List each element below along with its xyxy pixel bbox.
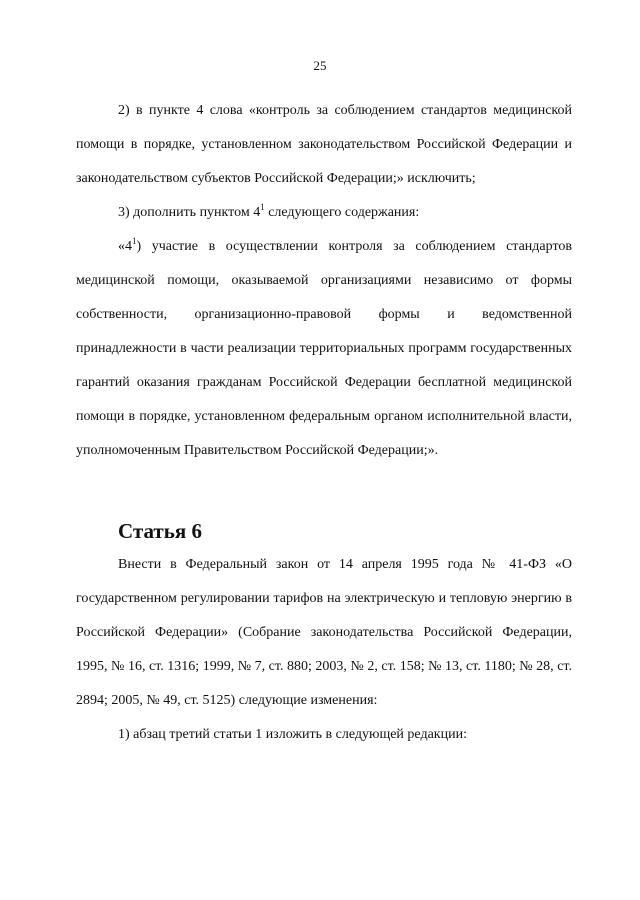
document-body: [76, 94, 572, 752]
item-3-text-suffix: следующего содержания:: [264, 205, 420, 220]
item-2-paragraph: 2) в пункте 4 слова «контроль за соблюдением стандартов медицинской помощи в порядке, установленном законодательством Российской Федерации и законодательством субъектов Российской Федерации;» исключить;: [76, 103, 572, 186]
item-3-superscript: 1: [260, 202, 265, 212]
article-6-heading: Статья 6: [118, 519, 202, 543]
quoted-point-superscript: 1: [132, 236, 137, 246]
quoted-point-prefix: «4: [118, 239, 132, 254]
page-number: 25: [313, 58, 327, 73]
quoted-point-text: ) участие в осуществлении контроля за соблюдением стандартов медицинской помощи, оказываемой организациями независимо от формы собственности, организационно-правовой формы и ведомственной принадлежности в части реализации территориальных программ государственных гарантий оказания гражданам Российской Федерации бесплатной медицинской помощи в порядке, установленном федеральным органом исполнительной власти, уполномоченным Правительством Российской Федерации;».: [76, 239, 572, 458]
article-6-intro-paragraph: Внести в Федеральный закон от 14 апреля 1995 года № 41-ФЗ «О государственном регулировании тарифов на электрическую и тепловую энергию в Российской Федерации» (Собрание законодательства Российской Федерации, 1995, № 16, ст. 1316; 1999, № 7, ст. 880; 2003, № 2, ст. 158; № 13, ст. 1180; № 28, ст. 2894; 2005, № 49, ст. 5125) следующие изменения:: [76, 557, 572, 708]
article-6-item-1-paragraph: 1) абзац третий статьи 1 изложить в следующей редакции:: [118, 727, 467, 742]
quoted-point-paragraph: [76, 230, 572, 468]
item-3-paragraph: [76, 196, 572, 230]
item-3-text: 3) дополнить пунктом 4: [118, 205, 261, 220]
